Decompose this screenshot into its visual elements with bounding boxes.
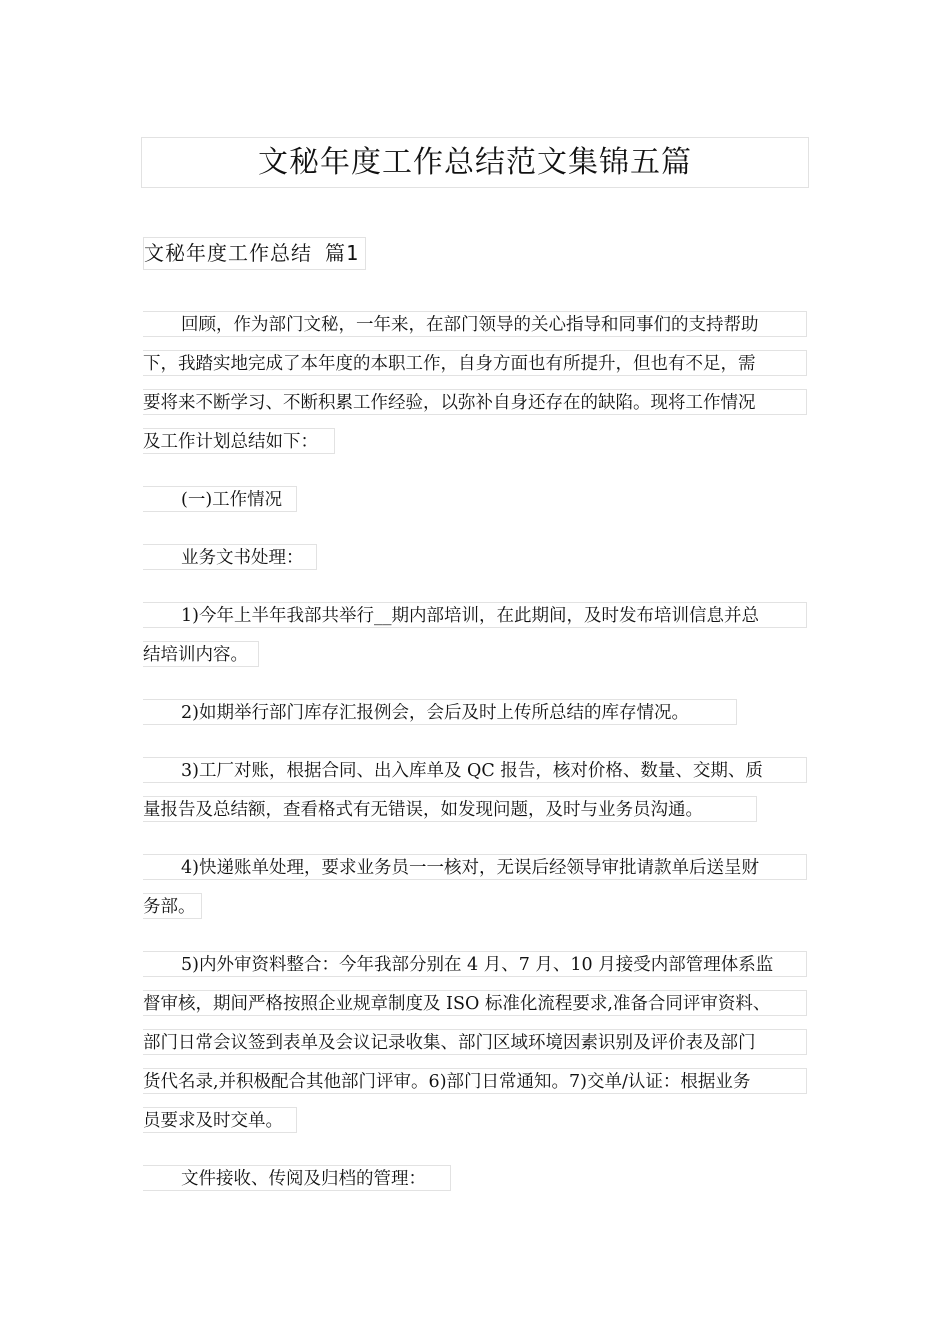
file-heading: 文件接收、传阅及归档的管理： <box>143 1165 451 1191</box>
item-1-line-2: 结培训内容。 <box>143 641 259 667</box>
intro-line-4: 及工作计划总结如下： <box>143 428 335 454</box>
item-1-line-1: 1)今年上半年我部共举行__期内部培训，在此期间，及时发布培训信息并总 <box>143 602 807 628</box>
item-3-line-2: 量报告及总结额，查看格式有无错误，如发现问题，及时与业务员沟通。 <box>143 796 757 822</box>
item-4-line-2: 务部。 <box>143 893 202 919</box>
item-2-line-1: 2)如期举行部门库存汇报例会，会后及时上传所总结的库存情况。 <box>143 699 737 725</box>
item-5-line-5: 员要求及时交单。 <box>143 1107 297 1133</box>
intro-line-1: 回顾，作为部门文秘，一年来，在部门领导的关心指导和同事们的支持帮助 <box>143 311 807 337</box>
business-heading: 业务文书处理： <box>143 544 317 570</box>
item-5-line-4: 货代名录,并积极配合其他部门评审。6)部门日常通知。7)交单/认证：根据业务 <box>143 1068 807 1094</box>
intro-line-2: 下，我踏实地完成了本年度的本职工作，自身方面也有所提升，但也有不足，需 <box>143 350 807 376</box>
item-3-line-1: 3)工厂对账，根据合同、出入库单及 QC 报告，核对价格、数量、交期、质 <box>143 757 807 783</box>
document-title: 文秘年度工作总结范文集锦五篇 <box>141 137 809 188</box>
item-5-line-2: 督审核，期间严格按照企业规章制度及 ISO 标准化流程要求,准备合同评审资料、 <box>143 990 807 1016</box>
work-heading: (一)工作情况 <box>143 486 297 512</box>
item-4-line-1: 4)快递账单处理，要求业务员一一核对，无误后经领导审批请款单后送呈财 <box>143 854 807 880</box>
section-heading: 文秘年度工作总结 篇1 <box>143 237 366 270</box>
intro-line-3: 要将来不断学习、不断积累工作经验，以弥补自身还存在的缺陷。现将工作情况 <box>143 389 807 415</box>
item-5-line-1: 5)内外审资料整合：今年我部分别在 4 月、7 月、10 月接受内部管理体系监 <box>143 951 807 977</box>
item-5-line-3: 部门日常会议签到表单及会议记录收集、部门区域环境因素识别及评价表及部门 <box>143 1029 807 1055</box>
